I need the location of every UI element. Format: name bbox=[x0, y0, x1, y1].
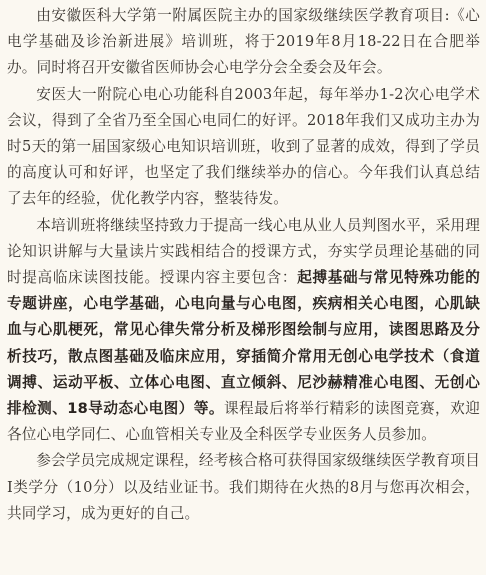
paragraph-curriculum bbox=[7, 213, 480, 449]
text-run: 由安徽医科大学第一附属医院主办的国家级继续医学教育项目:《心电学基础及诊治新进展》培训班，将于2019年8月18-22日在合肥举办。同时将召开安徽省医师协会心电学分会全委会及年会。 bbox=[7, 7, 480, 77]
bold-text-run: 起搏基础与常见特殊功能的专题讲座，心电学基础，心电向量与心电图，疾病相关心电图，心肌缺血与心肌梗死，常见心律失常分析及梯形图绘制与应用，读图思路及分析技巧，散点图基础及临床应用，穿插简介常用无创心电学技术（食道调搏、运动平板、立体心电图、直立倾斜、尼沙赫精准心电图、无创心排检测、18导动态心电图）等。 bbox=[7, 269, 480, 418]
text-run: 课程最后将举行精彩的读图竞赛，欢迎各位心电学同仁、心血管相关专业及全科医学专业医务人员参加。 bbox=[7, 400, 480, 444]
text-run: 参会学员完成规定课程，经考核合格可获得国家级继续医学教育项目Ⅰ类学分（10分）以及结业证书。我们期待在火热的8月与您再次相会，共同学习，成为更好的自己。 bbox=[7, 452, 481, 522]
paragraph-intro bbox=[7, 3, 480, 82]
text-run: 安医大一附院心电心功能科自2003年起，每年举办1-2次心电学术会议，得到了全省乃至全国心电同仁的好评。2018年我们又成功主办为时5天的第一届国家级心电知识培训班，收到了显著的成效，得到了学员的高度认可和好评，也坚定了我们继续举办的信心。今年我们认真总结了去年的经验，优化教学内容，整装待发。 bbox=[7, 85, 480, 208]
paragraph-credits bbox=[7, 448, 480, 527]
text-run: 本培训班将继续坚持致力于提高一线心电从业人员判图水平，采用理论知识讲解与大量读片实践相结合的授课方式，夯实学员理论基础的同时提高临床读图技能。授课内容主要包含： bbox=[7, 216, 481, 287]
document-body bbox=[7, 3, 480, 527]
paragraph-history bbox=[7, 82, 480, 213]
